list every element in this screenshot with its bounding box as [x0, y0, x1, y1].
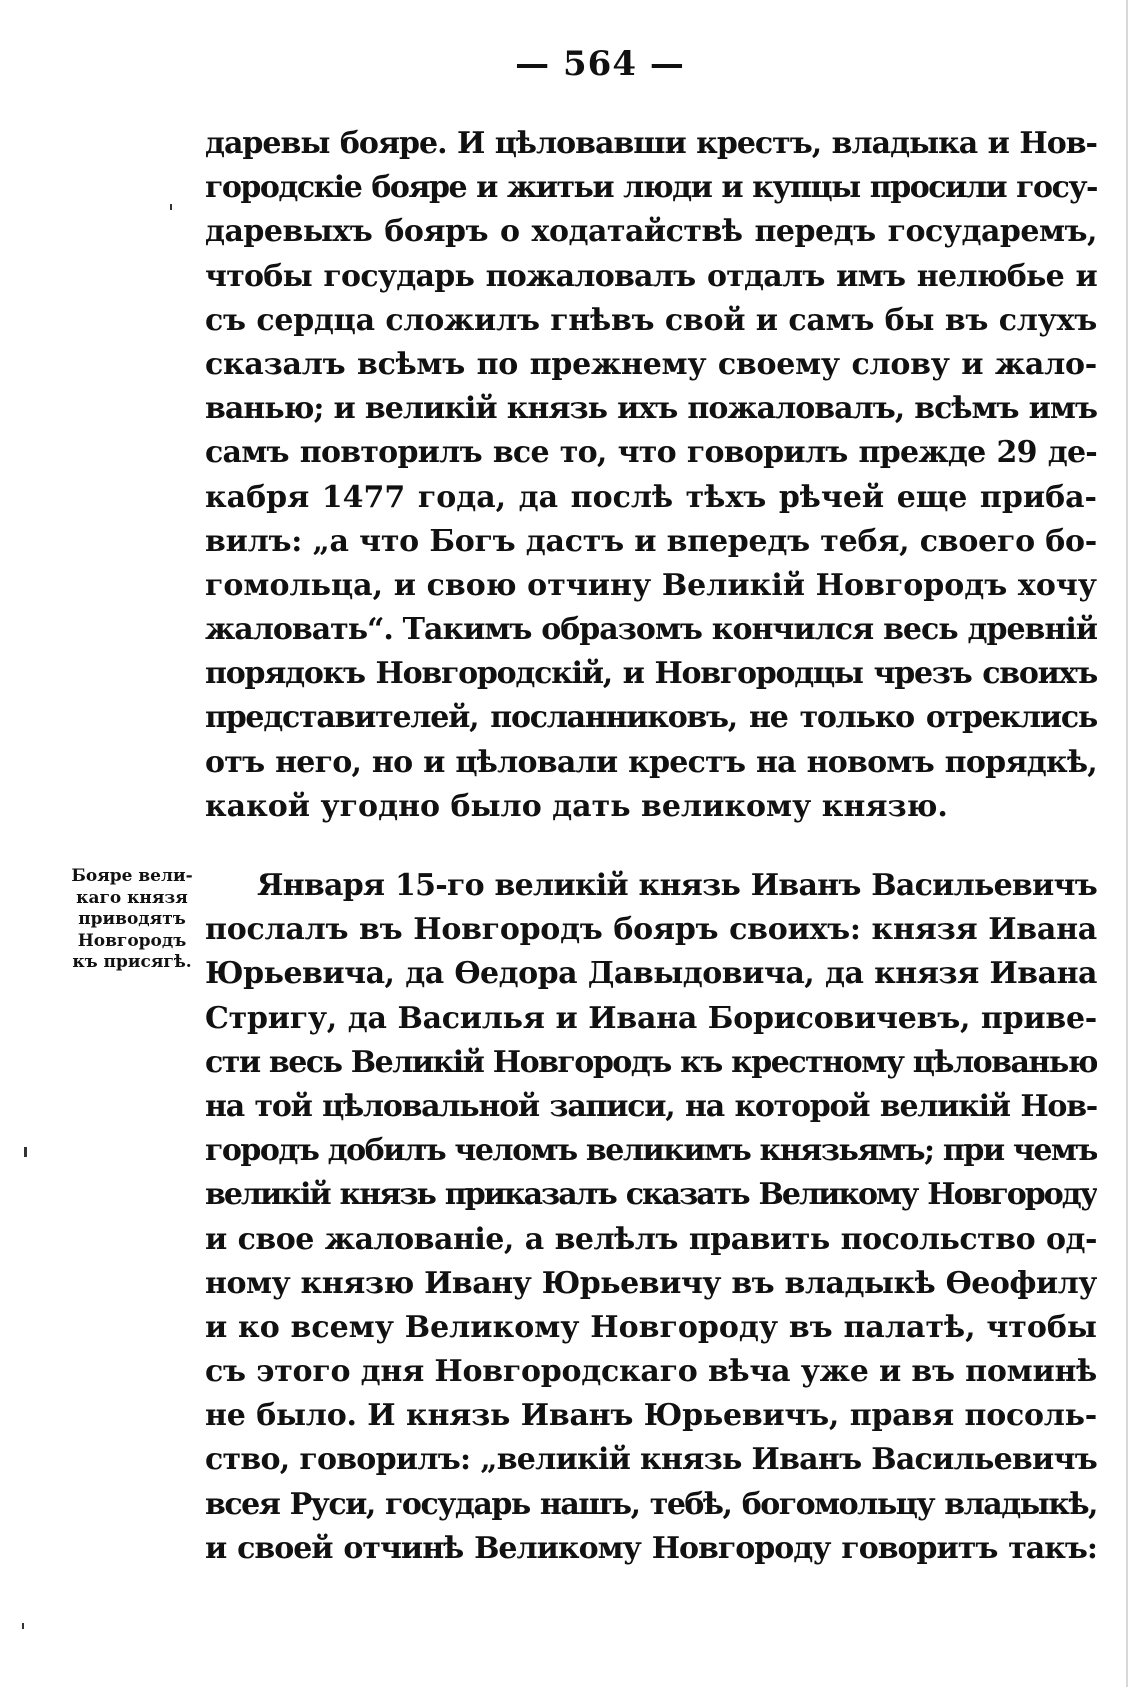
page-edge-shadow: [1126, 0, 1128, 1687]
text-line: даревы бояре. И цѣловавши крестъ, владыка и Нов-: [205, 126, 1097, 161]
text-line: на той цѣловальной записи, на которой великій Нов-: [205, 1088, 1097, 1124]
text-line: гомольца, и свою отчину Великій Новгородъ хочу: [205, 567, 1097, 603]
margin-note-line: Новгородъ: [77, 930, 187, 951]
text-line: великій князь приказалъ сказать Великому Новгороду: [205, 1177, 1097, 1213]
scan-speck: [22, 1623, 24, 1629]
text-line: жаловать“. Такимъ образомъ кончился весь древній: [205, 612, 1097, 648]
margin-note-line: Бояре вели-: [71, 866, 193, 886]
paragraph-continued: [205, 122, 1097, 829]
text-line: съ этого дня Новгородскаго вѣча уже и въ поминѣ: [205, 1354, 1097, 1390]
text-line: не было. И князь Иванъ Юрьевичъ, правя посоль-: [205, 1398, 1097, 1434]
paragraph-january-15: [205, 864, 1097, 1571]
scan-speck: [170, 204, 172, 210]
text-line: сти весь Великій Новгородъ къ крестному цѣлованью: [205, 1044, 1097, 1080]
text-line: и ко всему Великому Новгороду въ палатѣ, чтобы: [205, 1309, 1097, 1345]
text-line: съ сердца сложилъ гнѣвъ свой и самъ бы въ слухъ: [205, 302, 1097, 338]
margin-note-line: приводятъ: [78, 909, 186, 929]
text-line: самъ повторилъ все то, что говорилъ прежде 29 де-: [205, 435, 1097, 471]
margin-note-line: каго князя: [76, 887, 188, 908]
scan-speck: [24, 1147, 27, 1157]
text-line: городъ добилъ челомъ великимъ князьямъ; при чемъ: [205, 1133, 1097, 1169]
text-line: представителей, посланниковъ, не только отреклись: [205, 700, 1097, 736]
text-line: ство, говорилъ: „великій князь Иванъ Васильевичъ: [205, 1442, 1097, 1478]
page-number: — 564 —: [515, 44, 685, 84]
text-line: ному князю Ивану Юрьевичу въ владыкѣ Өеофилу: [205, 1265, 1097, 1301]
text-line: Стригу, да Василья и Ивана Борисовичевъ, приве-: [205, 1000, 1097, 1036]
text-line: и своей отчинѣ Великому Новгороду говоритъ такъ:: [205, 1530, 1097, 1566]
text-line: Января 15-го великій князь Иванъ Васильевичъ: [257, 868, 1097, 903]
text-line: кабря 1477 года, да послѣ тѣхъ рѣчей еще приба-: [205, 479, 1097, 515]
text-line: послалъ въ Новгородъ бояръ своихъ: князя Ивана: [205, 912, 1097, 948]
text-line: даревыхъ бояръ о ходатайствѣ передъ государемъ,: [205, 214, 1097, 250]
text-line: какой угодно было дать великому князю.: [205, 788, 948, 824]
text-line: чтобы государь пожаловалъ отдалъ имъ нелюбье и: [205, 258, 1097, 294]
text-line: городскіе бояре и житьи люди и купцы просили госу-: [205, 170, 1097, 206]
margin-note-line: къ присягѣ.: [72, 952, 192, 972]
text-line: сказалъ всѣмъ по прежнему своему слову и жало-: [205, 346, 1097, 382]
text-line: отъ него, но и цѣловали крестъ на новомъ порядкѣ,: [205, 744, 1097, 780]
text-line: Юрьевича, да Өедора Давыдовича, да князя Ивана: [205, 956, 1097, 992]
text-line: и свое жалованіе, а велѣлъ править посольство од-: [205, 1221, 1097, 1257]
text-line: вилъ: „а что Богъ дастъ и впередъ тебя, своего бо-: [205, 523, 1097, 559]
margin-note: [62, 866, 202, 974]
text-line: порядокъ Новгородскій, и Новгородцы чрезъ своихъ: [205, 656, 1097, 692]
text-line: всея Руси, государь нашъ, тебѣ, богомольцу владыкѣ,: [205, 1486, 1097, 1522]
text-line: ванью; и великій князь ихъ пожаловалъ, всѣмъ имъ: [205, 391, 1097, 427]
